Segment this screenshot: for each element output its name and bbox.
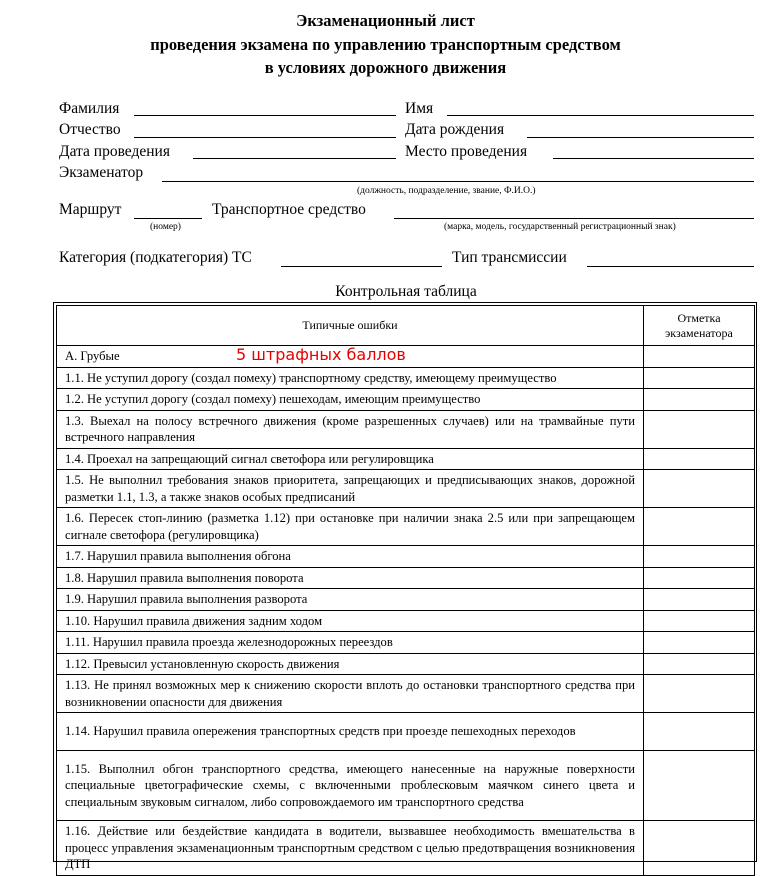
title-line-1: Экзаменационный лист (296, 11, 475, 30)
exam-date-field[interactable] (193, 158, 396, 159)
control-table (56, 305, 755, 876)
error-item: 1.4. Проехал на запрещающий сигнал светофора или регулировщика (57, 448, 644, 470)
route-field[interactable] (134, 218, 202, 219)
patronymic-label: Отчество (59, 121, 121, 138)
surname-field[interactable] (134, 115, 396, 116)
error-item: 1.10. Нарушил правила движения задним ходом (57, 610, 644, 632)
table-row (57, 632, 755, 654)
table-row (57, 713, 755, 751)
table-row (57, 567, 755, 589)
error-item: 1.14. Нарушил правила опережения транспортных средств при проезде пешеходных переходов (57, 713, 644, 751)
mark-cell[interactable] (644, 751, 755, 821)
table-header-row (57, 306, 755, 346)
table-row (57, 653, 755, 675)
section-a-label: А. Грубые (57, 346, 644, 368)
name-label: Имя (405, 100, 434, 117)
vehicle-hint: (марка, модель, государственный регистрационный знак) (444, 222, 676, 232)
mark-cell[interactable] (644, 675, 755, 713)
mark-cell[interactable] (644, 448, 755, 470)
table-row (57, 821, 755, 876)
error-item: 1.13. Не принял возможных мер к снижению скорости вплоть до остановки транспортного средства при возникновении опасности для движения (57, 675, 644, 713)
mark-cell[interactable] (644, 367, 755, 389)
mark-cell[interactable] (644, 821, 755, 876)
birth-date-label: Дата рождения (405, 121, 505, 138)
mark-cell[interactable] (644, 713, 755, 751)
mark-cell[interactable] (644, 470, 755, 508)
error-item: 1.11. Нарушил правила проезда железнодорожных переездов (57, 632, 644, 654)
col-mark-header: Отметка экзаменатора (644, 306, 755, 346)
error-item: 1.8. Нарушил правила выполнения поворота (57, 567, 644, 589)
birth-date-field[interactable] (527, 137, 754, 138)
error-item: 1.7. Нарушил правила выполнения обгона (57, 546, 644, 568)
exam-place-label: Место проведения (405, 143, 528, 160)
vehicle-field[interactable] (394, 218, 754, 219)
mark-cell[interactable] (644, 589, 755, 611)
table-row (57, 751, 755, 821)
error-item: 1.9. Нарушил правила выполнения разворота (57, 589, 644, 611)
error-item: 1.16. Действие или бездействие кандидата в водители, вызвавшее необходимость вмешательства в процесс управления экзаменационным транспортным средством с целью предотвращения возникновения ДТП (57, 821, 644, 876)
error-item: 1.2. Не уступил дорогу (создал помеху) пешеходам, имеющим преимущество (57, 389, 644, 411)
examiner-field[interactable] (162, 181, 754, 182)
mark-cell[interactable] (644, 346, 755, 368)
title-line-3: в условиях дорожного движения (264, 58, 507, 77)
examiner-label: Экзаменатор (59, 164, 144, 181)
mark-cell[interactable] (644, 653, 755, 675)
mark-cell[interactable] (644, 632, 755, 654)
mark-cell[interactable] (644, 546, 755, 568)
table-row (57, 675, 755, 713)
error-item: 1.6. Пересек стоп-линию (разметка 1.12) при остановке при наличии знака 2.5 или при запрещающем сигнале светофора (регулировщика) (57, 508, 644, 546)
table-row (57, 367, 755, 389)
exam-date-label: Дата проведения (59, 143, 170, 160)
table-row (57, 589, 755, 611)
col-errors-header: Типичные ошибки (57, 306, 644, 346)
examiner-hint: (должность, подразделение, звание, Ф.И.О.) (357, 186, 536, 196)
mark-cell[interactable] (644, 389, 755, 411)
surname-label: Фамилия (59, 100, 120, 117)
table-caption: Контрольная таблица (335, 283, 477, 300)
name-field[interactable] (447, 115, 754, 116)
table-row (57, 448, 755, 470)
error-item: 1.12. Превысил установленную скорость движения (57, 653, 644, 675)
error-item: 1.1. Не уступил дорогу (создал помеху) транспортному средству, имеющему преимущество (57, 367, 644, 389)
mark-cell[interactable] (644, 508, 755, 546)
mark-cell[interactable] (644, 567, 755, 589)
error-item: 1.5. Не выполнил требования знаков приоритета, запрещающих и предписывающих знаков, дорожной разметки 1.1, 1.3, а также знаков особых предписаний (57, 470, 644, 508)
route-hint: (номер) (150, 222, 181, 232)
category-label: Категория (подкатегория) ТС (59, 249, 252, 266)
error-item: 1.3. Выехал на полосу встречного движения (кроме разрешенных случаев) или на трамвайные пути встречного направления (57, 410, 644, 448)
transmission-label: Тип трансмиссии (452, 249, 567, 266)
table-row (57, 470, 755, 508)
mark-cell[interactable] (644, 610, 755, 632)
mark-cell[interactable] (644, 410, 755, 448)
route-label: Маршрут (59, 201, 122, 218)
patronymic-field[interactable] (134, 137, 396, 138)
table-row (57, 508, 755, 546)
table-row (57, 610, 755, 632)
error-item: 1.15. Выполнил обгон транспортного средства, имеющего нанесенные на наружные поверхности специальные цветографические схемы, с включенными проблесковым маячком синего цвета и специальным звуковым сигналом, либо сопровождаемого им транспортного средства (57, 751, 644, 821)
table-row (57, 410, 755, 448)
transmission-field[interactable] (587, 266, 754, 267)
table-row (57, 389, 755, 411)
penalty-annotation: 5 штрафных баллов (236, 345, 406, 364)
exam-place-field[interactable] (553, 158, 754, 159)
vehicle-label: Транспортное средство (212, 201, 366, 218)
category-field[interactable] (281, 266, 442, 267)
table-row (57, 546, 755, 568)
title-line-2: проведения экзамена по управлению транспортным средством (150, 35, 621, 54)
